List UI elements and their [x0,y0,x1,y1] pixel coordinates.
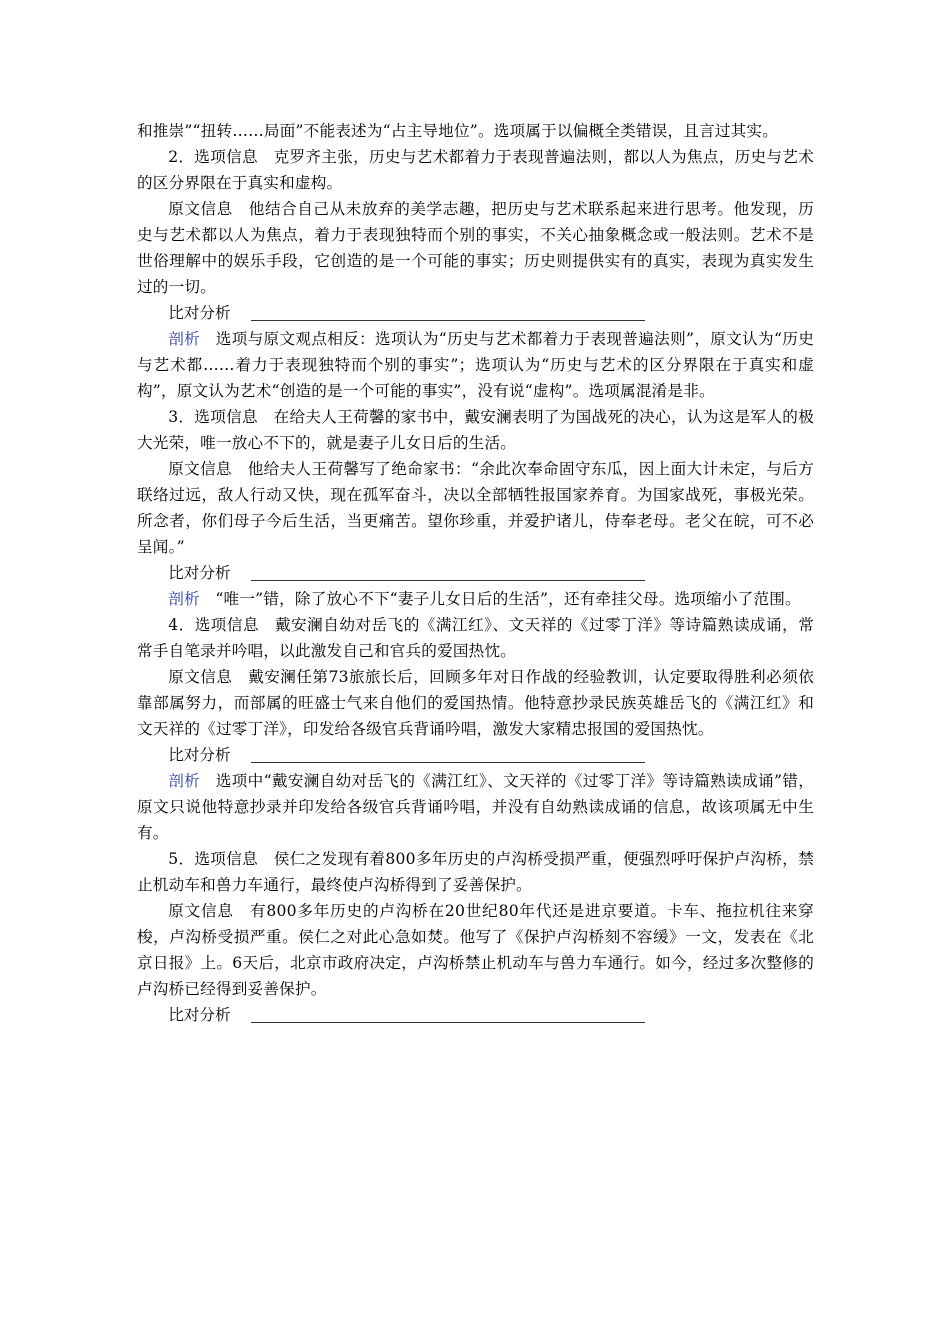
option-label: 2．选项信息 [168,148,258,166]
comparison-analysis-3 [137,560,814,586]
explanation-2 [137,326,814,404]
comparison-label: 比对分析 [168,1006,231,1024]
explanation-text: 选项与原文观点相反：选项认为“历史与艺术都着力于表现普遍法则”，原文认为“历史与艺术都……着力于表现独特而个别的事实”；选项认为“历史与艺术的区分界限在于真实和虚构”，原文认为艺术“创造的是一个可能的事实”，没有说“虚构”。选项属混淆是非。 [137,330,814,400]
option-info-5 [137,846,814,898]
option-label: 4．选项信息 [168,616,260,634]
source-text: 有800多年历史的卢沟桥在20世纪80年代还是进京要道。卡车、拖拉机往来穿梭，卢沟桥受损严重。侯仁之对此心急如焚。他写了《保护卢沟桥刻不容缓》一文，发表在《北京日报》上。6天后，北京市政府决定，卢沟桥禁止机动车与兽力车通行。如今，经过多次整修的卢沟桥已经得到妥善保护。 [137,902,814,998]
explanation-label: 剖析 [168,772,201,790]
source-text: 他结合自己从未放弃的美学志趣，把历史与艺术联系起来进行思考。他发现，历史与艺术都以人为焦点，着力于表现独特而个别的事实，不关心抽象概念或一般法则。艺术不是世俗理解中的娱乐手段，它创造的是一个可能的事实；历史则提供实有的真实，表现为真实发生过的一切。 [137,200,814,296]
explanation-label: 剖析 [168,330,201,348]
source-label: 原文信息 [168,460,232,478]
option-label: 5．选项信息 [168,850,259,868]
answer-blank-line[interactable] [251,566,645,581]
option-text: 侯仁之发现有着800多年历史的卢沟桥受损严重，便强烈呼吁保护卢沟桥，禁止机动车和兽力车通行，最终使卢沟桥得到了妥善保护。 [137,850,815,894]
option-text: 戴安澜自幼对岳飞的《满江红》、文天祥的《过零丁洋》等诗篇熟读成诵，常常手自笔录并吟唱，以此激发自己和官兵的爱国热忱。 [137,616,814,660]
explanation-text: 选项中“戴安澜自幼对岳飞的《满江红》、文天祥的《过零丁洋》等诗篇熟读成诵”错，原文只说他特意抄录并印发给各级官兵背诵吟唱，并没有自幼熟读成诵的信息，故该项属无中生有。 [137,772,814,842]
option-text: 克罗齐主张，历史与艺术都着力于表现普遍法则，都以人为焦点，历史与艺术的区分界限在于真实和虚构。 [137,148,814,192]
source-info-3 [137,456,814,560]
source-label: 原文信息 [168,200,233,218]
answer-blank-line[interactable] [251,748,645,763]
comparison-analysis-2 [137,300,814,326]
answer-blank-line[interactable] [251,306,645,321]
paragraph-text: 和推崇”“扭转……局面”不能表述为“占主导地位”。选项属于以偏概全类错误，且言过其实。 [137,122,779,140]
source-text: 他给夫人王荷馨写了绝命家书：“余此次奉命固守东瓜，因上面大计未定，与后方联络过远，敌人行动又快，现在孤军奋斗，决以全部牺牲报国家养育。为国家战死，事极光荣。所念者，你们母子今后生活，当更痛苦。望你珍重，并爱护诸儿，侍奉老母。老父在皖，可不必呈闻。” [137,460,814,556]
source-info-2 [137,196,814,300]
source-label: 原文信息 [168,668,233,686]
paragraph-continuation [137,118,814,144]
comparison-analysis-5 [137,1002,814,1028]
source-text: 戴安澜任第73旅旅长后，回顾多年对日作战的经验教训，认定要取得胜利必须依靠部属努力，而部属的旺盛士气来自他们的爱国热情。他特意抄录民族英雄岳飞的《满江红》和文天祥的《过零丁洋》，印发给各级官兵背诵吟唱，激发大家精忠报国的爱国热忱。 [137,668,814,738]
explanation-4 [137,768,814,846]
comparison-analysis-4 [137,742,814,768]
source-label: 原文信息 [168,902,234,920]
source-info-5 [137,898,814,1002]
option-text: 在给夫人王荷馨的家书中，戴安澜表明了为国战死的决心，认为这是军人的极大光荣，唯一放心不下的，就是妻子儿女日后的生活。 [137,408,814,452]
explanation-3 [137,586,814,612]
option-info-2 [137,144,814,196]
explanation-label: 剖析 [168,590,200,608]
option-info-4 [137,612,814,664]
explanation-text: “唯一”错，除了放心不下“妻子儿女日后的生活”，还有牵挂父母。选项缩小了范围。 [215,590,801,608]
option-label: 3．选项信息 [168,408,258,426]
document-page [137,118,814,1028]
comparison-label: 比对分析 [168,304,231,322]
comparison-label: 比对分析 [168,564,231,582]
comparison-label: 比对分析 [168,746,231,764]
option-info-3 [137,404,814,456]
answer-blank-line[interactable] [251,1008,645,1023]
source-info-4 [137,664,814,742]
